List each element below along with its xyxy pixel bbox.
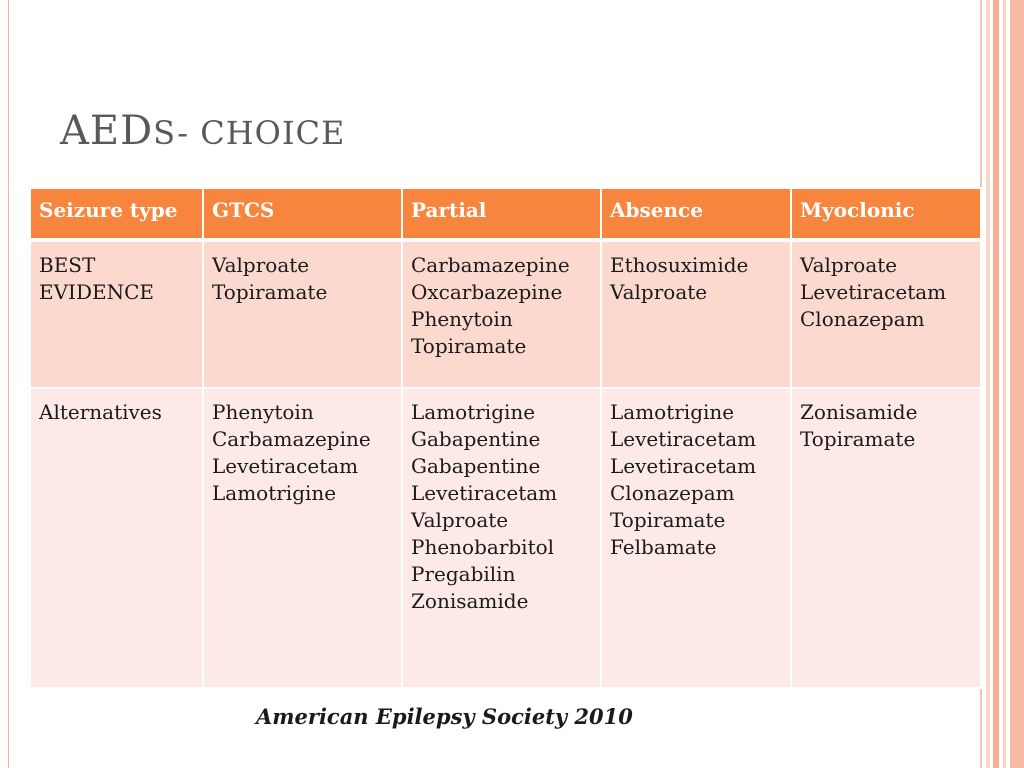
header-gtcs: GTCS	[203, 188, 402, 240]
citation: American Epilepsy Society 2010	[256, 704, 633, 729]
header-partial: Partial	[402, 188, 601, 240]
drug-name: Valproate	[610, 280, 708, 304]
drug-name: Lamotrigine	[610, 400, 735, 424]
best-partial-cell	[402, 240, 601, 388]
drug-name: Gabapentine	[411, 454, 541, 478]
header-myoclonic: Myoclonic	[791, 188, 981, 240]
drug-name: Levetiracetam	[800, 280, 947, 304]
drug-name: Pregabilin	[411, 562, 516, 586]
drug-name: Phenytoin	[212, 400, 314, 424]
drug-name: Felbamate	[610, 535, 717, 559]
label-line: Alternatives	[39, 400, 162, 424]
drug-name: Carbamazepine	[411, 253, 570, 277]
best-absence-cell	[601, 240, 791, 388]
title-small: S- CHOICE	[153, 114, 346, 152]
alt-gtcs-cell	[203, 388, 402, 688]
drug-name: Zonisamide	[411, 589, 529, 613]
drug-name: Levetiracetam	[212, 454, 359, 478]
drug-name: Clonazepam	[610, 481, 735, 505]
alternatives-label	[30, 388, 203, 688]
header-absence: Absence	[601, 188, 791, 240]
drug-name: Oxcarbazepine	[411, 280, 563, 304]
table-row-alternatives	[30, 388, 981, 688]
drug-name: Valproate	[800, 253, 898, 277]
drug-name: Levetiracetam	[610, 427, 757, 451]
drug-name: Topiramate	[610, 508, 726, 532]
decor-stripe	[993, 0, 999, 768]
drug-name: Lamotrigine	[411, 400, 536, 424]
aed-choice-table	[29, 187, 982, 689]
drug-name: Lamotrigine	[212, 481, 337, 505]
table-row-best-evidence	[30, 240, 981, 388]
drug-name: Clonazepam	[800, 307, 925, 331]
drug-name: Valproate	[212, 253, 310, 277]
best-myoclonic-cell	[791, 240, 981, 388]
label-line: EVIDENCE	[39, 280, 154, 304]
drug-name: Topiramate	[212, 280, 328, 304]
header-seizure-type: Seizure type	[30, 188, 203, 240]
best-gtcs-cell	[203, 240, 402, 388]
drug-name: Ethosuximide	[610, 253, 749, 277]
drug-name: Topiramate	[800, 427, 916, 451]
slide-title	[60, 108, 345, 154]
alt-absence-cell	[601, 388, 791, 688]
drug-name: Topiramate	[411, 334, 527, 358]
drug-name: Valproate	[411, 508, 509, 532]
label-line: BEST	[39, 253, 96, 277]
alt-partial-cell	[402, 388, 601, 688]
drug-name: Phenytoin	[411, 307, 513, 331]
table-header-row	[30, 188, 981, 240]
drug-name: Carbamazepine	[212, 427, 371, 451]
alt-myoclonic-cell	[791, 388, 981, 688]
drug-name: Levetiracetam	[610, 454, 757, 478]
decor-stripe	[1010, 0, 1024, 768]
title-main: AED	[60, 108, 154, 154]
drug-name: Phenobarbitol	[411, 535, 555, 559]
drug-name: Gabapentine	[411, 427, 541, 451]
decor-stripe	[1003, 0, 1006, 768]
drug-name: Levetiracetam	[411, 481, 558, 505]
drug-name: Zonisamide	[800, 400, 918, 424]
decor-stripe	[986, 0, 990, 768]
best-evidence-label	[30, 240, 203, 388]
left-frame-line	[8, 0, 9, 768]
